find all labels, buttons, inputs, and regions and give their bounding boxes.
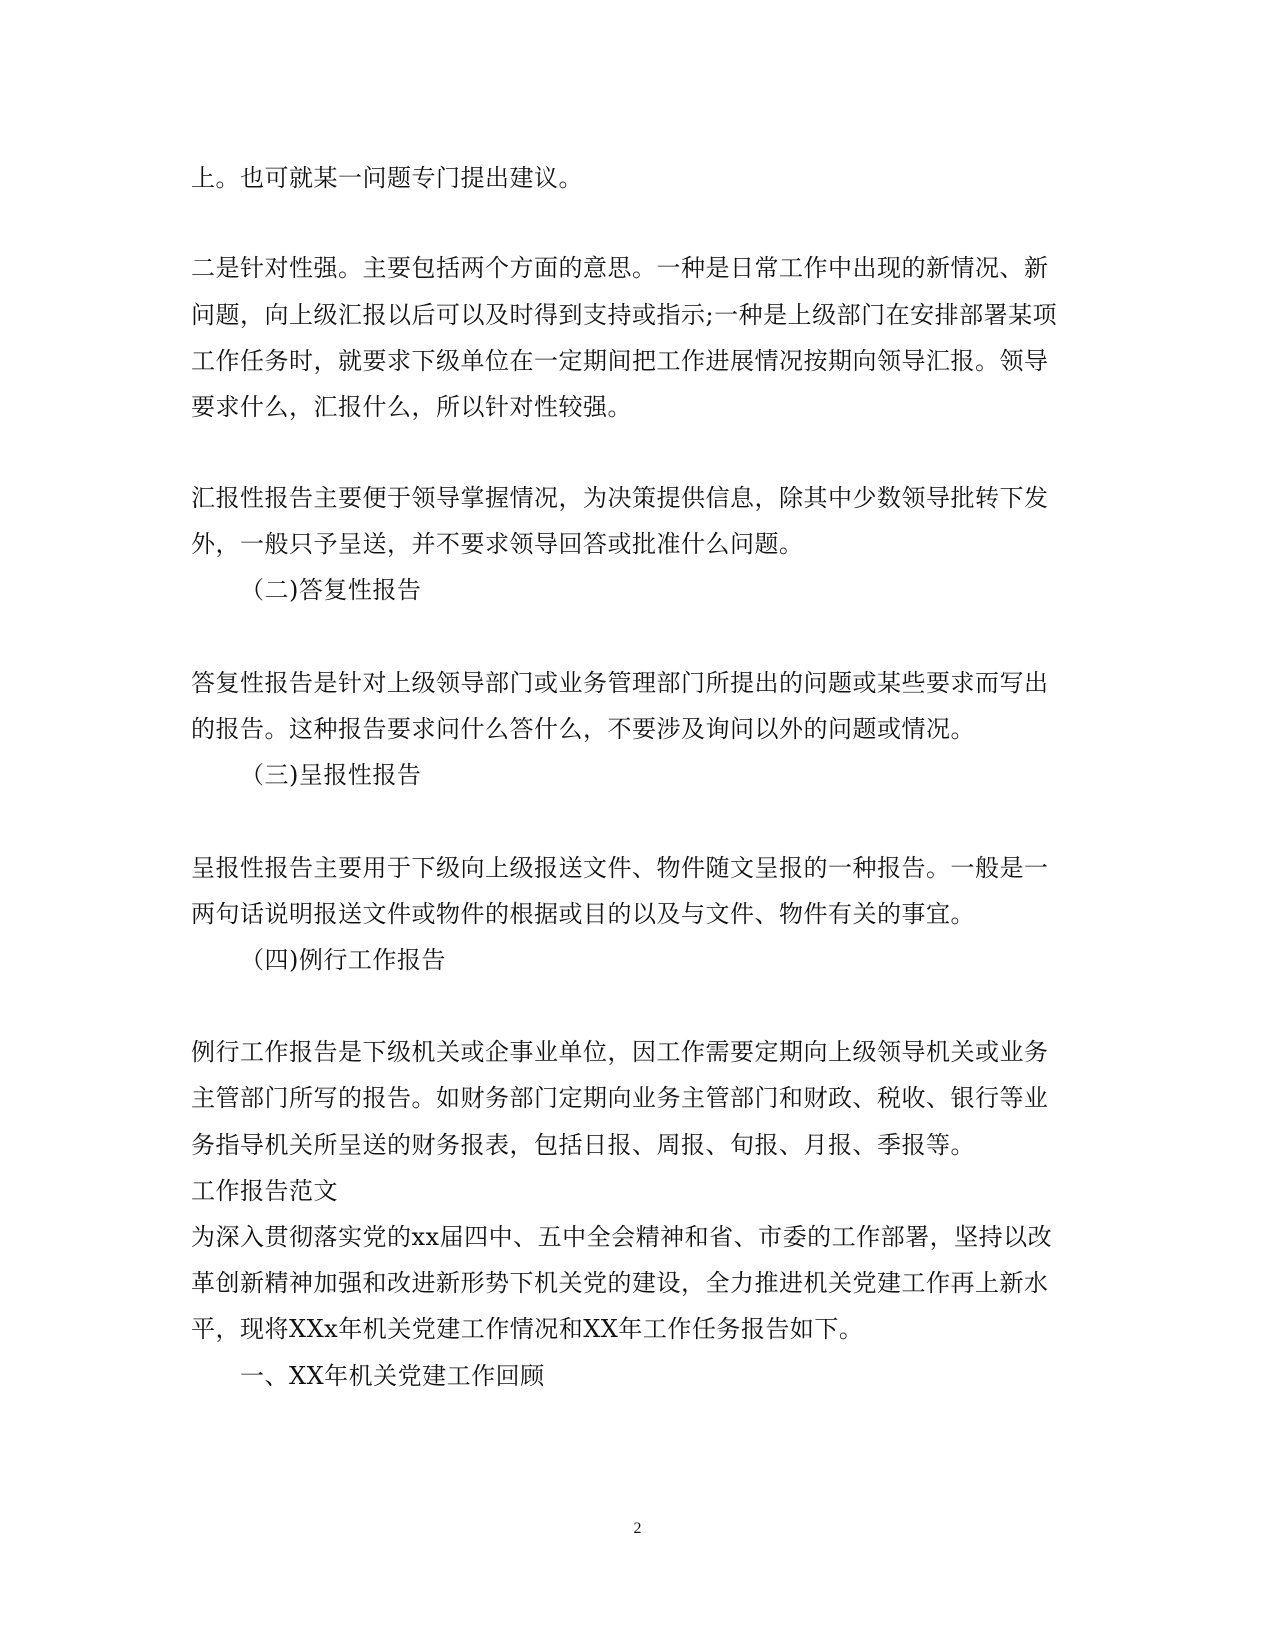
section-title: 工作报告范文	[191, 1177, 338, 1205]
section-heading: （四)例行工作报告	[240, 946, 446, 974]
text-line: 例行工作报告是下级机关或企事业单位，因工作需要定期向上级领导机关或业务	[191, 1038, 1049, 1066]
text-line: 平，现将XXx年机关党建工作情况和XX年工作任务报告如下。	[191, 1315, 864, 1343]
text-line: 要求什么，汇报什么，所以针对性较强。	[191, 393, 632, 421]
text-line: 的报告。这种报告要求问什么答什么，不要涉及询问以外的问题或情况。	[191, 715, 975, 743]
section-heading: （二)答复性报告	[240, 576, 422, 604]
text-line: 革创新精神加强和改进新形势下机关党的建设，全力推进机关党建工作再上新水	[191, 1269, 1049, 1297]
text-line: 答复性报告是针对上级领导部门或业务管理部门所提出的问题或某些要求而写出	[191, 669, 1049, 697]
text-line: 为深入贯彻落实党的xx届四中、五中全会精神和省、市委的工作部署，坚持以改	[191, 1223, 1053, 1251]
text-line: 汇报性报告主要便于领导掌握情况，为决策提供信息，除其中少数领导批转下发	[191, 484, 1049, 512]
text-line: 二是针对性强。主要包括两个方面的意思。一种是日常工作中出现的新情况、新	[191, 254, 1049, 282]
section-heading: （三)呈报性报告	[240, 761, 422, 789]
text-line: 主管部门所写的报告。如财务部门定期向业务主管部门和财政、税收、银行等业	[191, 1084, 1049, 1112]
text-line: 外，一般只予呈送，并不要求领导回答或批准什么问题。	[191, 530, 804, 558]
text-line: 务指导机关所呈送的财务报表，包括日报、周报、旬报、月报、季报等。	[191, 1131, 975, 1159]
text-line: 呈报性报告主要用于下级向上级报送文件、物件随文呈报的一种报告。一般是一	[191, 854, 1049, 882]
section-heading: 一、XX年机关党建工作回顾	[240, 1362, 545, 1390]
text-line: 问题，向上级汇报以后可以及时得到支持或指示;一种是上级部门在安排部署某项	[191, 301, 1058, 329]
text-line: 工作任务时，就要求下级单位在一定期间把工作进展情况按期向领导汇报。领导	[191, 347, 1049, 375]
text-line: 上。也可就某一问题专门提出建议。	[191, 164, 583, 192]
page-number: 2	[633, 1520, 642, 1537]
text-line: 两句话说明报送文件或物件的根据或目的以及与文件、物件有关的事宜。	[191, 900, 975, 928]
